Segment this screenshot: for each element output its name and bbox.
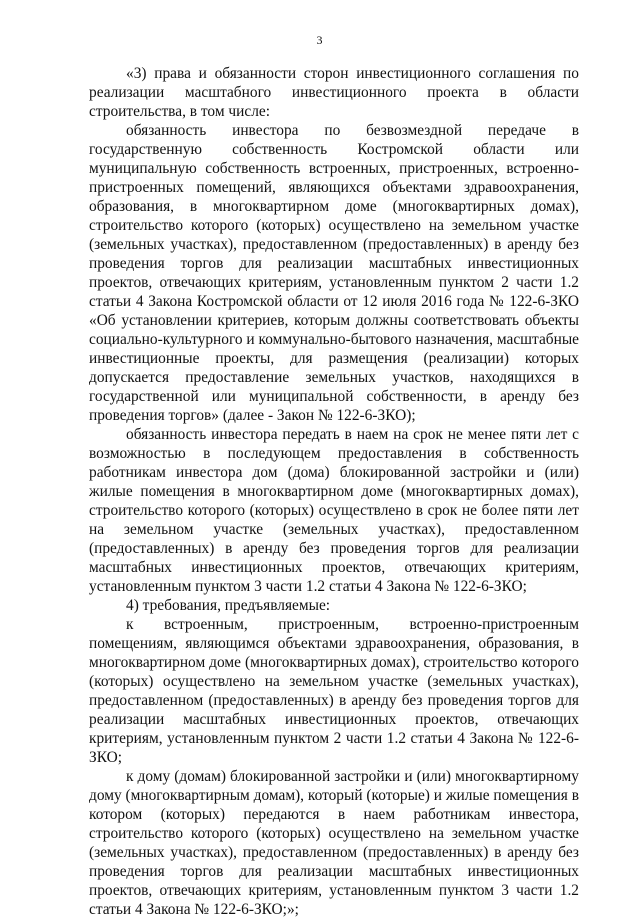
paragraph-investor-lease-obligation: обязанность инвестора передать в наем на срок не менее пяти лет с возможностью в последующем предоставления в собственность работникам инвестора дом (дома) блокированной застройки и (или) жилые помещения в многоквартирном доме (многоквартирных домах), строительство которого (которых) осуществлено в срок не более пяти лет на земельном участке (земельных участках), предоставленном (предоставленных) в аренду без проведения торгов для реализации масштабных инвестиционных проектов, отвечающих критериям, установленным пунктом 3 части 1.2 статьи 4 Закона № 122-6-ЗКО;: [89, 426, 579, 595]
paragraph-investor-transfer-obligation: обязанность инвестора по безвозмездной передаче в государственную собственность Костромской области или муниципальную собственность встроенных, пристроенных, встроенно-пристроенных помещений, являющихся объектами здравоохранения, образования, в многоквартирном доме (многоквартирных домах), строительство которого (которых) осуществлено на земельном участке (земельных участках), предоставленном (предоставленных) в аренду без проведения торгов для реализации масштабных инвестиционных проектов, отвечающих критериям, установленным пунктом 2 части 1.2 статьи 4 Закона Костромской области от 12 июля 2016 года № 122-6-ЗКО «Об установлении критериев, которым должны соответствовать объекты социально-культурного и коммунально-бытового назначения, масштабные инвестиционные проекты, для размещения (реализации) которых допускается предоставление земельных участков, находящихся в государственной или муниципальной собственности, в аренду без проведения торгов» (далее - Закон № 122-6-ЗКО);: [89, 122, 580, 424]
document-body: [89, 64, 579, 919]
page-number: 3: [316, 33, 323, 47]
paragraph-requirements-houses: к дому (домам) блокированной застройки и (или) многоквартирному дому (многоквартирным домам), который (которые) и жилые помещения в котором (которых) передаются в наем работникам инвестора, строительство которого (которых) осуществлено на земельном участке (земельных участках), предоставленном (предоставленных) в аренду без проведения торгов для реализации масштабных инвестиционных проектов, отвечающих критериям, установленным пунктом 3 части 1.2 статьи 4 Закона № 122-6-ЗКО;»;: [89, 768, 579, 918]
paragraph-requirements-heading: 4) требования, предъявляемые:: [126, 597, 331, 614]
paragraph-requirements-premises: к встроенным, пристроенным, встроенно-пристроенным помещениям, являющимся объектами здравоохранения, образования, в многоквартирном доме (многоквартирных домах), строительство которого (которых) осуществлено на земельном участке (земельных участках), предоставленном (предоставленных) в аренду без проведения торгов для реализации масштабных инвестиционных проектов, отвечающих критериям, установленным пунктом 2 части 1.2 статьи 4 Закона № 122-6-ЗКО;: [89, 616, 579, 766]
paragraph-rights-obligations: «3) права и обязанности сторон инвестиционного соглашения по реализации масштабного инвестиционного проекта в области строительства, в том числе:: [89, 65, 579, 120]
